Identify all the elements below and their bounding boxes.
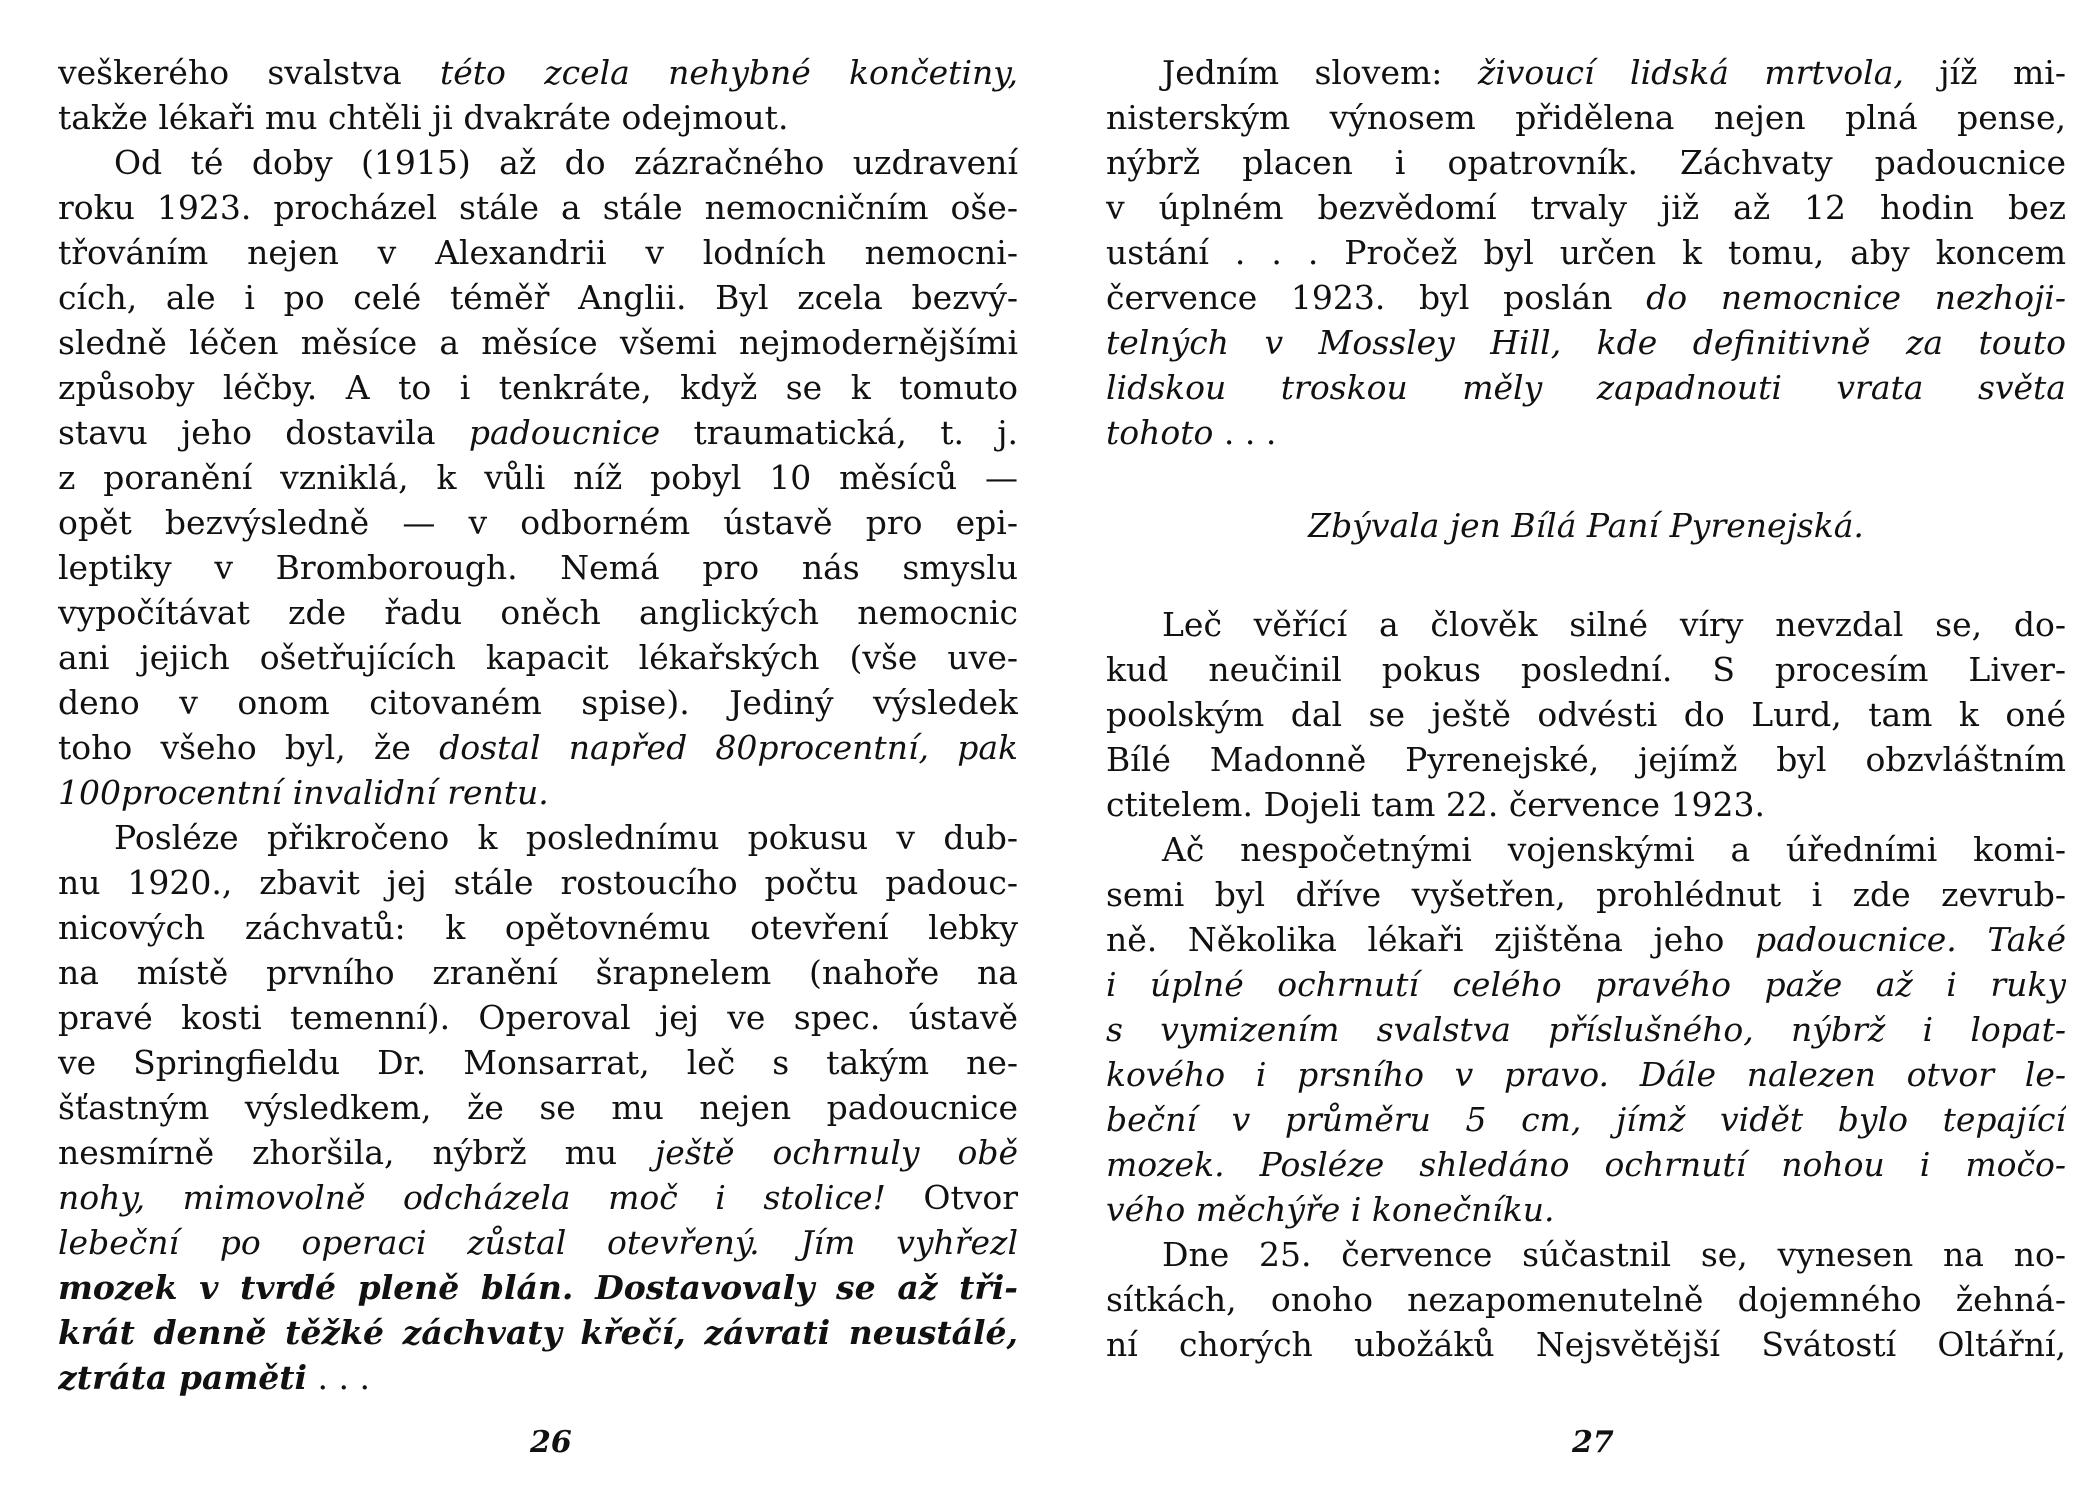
text-line: šťastným výsledkem, že se mu nejen padoucnice <box>58 1088 1018 1127</box>
text-line: v úplném bezvědomí trvaly již až 12 hodin bez <box>1106 188 2066 227</box>
text-line: i úplné ochrnutí celého pravého paže až i ruky <box>1106 965 2066 1004</box>
text-line: telných v Mossley Hill, kde definitivně za touto <box>1106 323 2066 362</box>
text-line: roku 1923. procházel stále a stále nemocničním oše- <box>58 188 1018 227</box>
section-heading: Zbývala jen Bílá Paní Pyrenejská. <box>1308 506 1864 545</box>
text-line: cích, ale i po celé téměř Anglii. Byl zcela bezvý- <box>58 278 1018 317</box>
text-line: opět bezvýsledně — v odborném ústavě pro epi- <box>58 503 1018 542</box>
text-line: stavu jeho dostavila padoucnice traumatická, t. j. <box>58 413 1018 452</box>
text-line: deno v onom citovaném spise). Jediný výsledek <box>58 683 1018 722</box>
text-line: vého měchýře i konečníku. <box>1106 1190 1555 1229</box>
text-line: nisterským výnosem přidělena nejen plná pense, <box>1106 98 2066 137</box>
text-line: tohoto . . . <box>1106 413 1277 452</box>
page-number-left: 26 <box>530 1425 572 1460</box>
text-line: července 1923. byl poslán do nemocnice nezhoji- <box>1106 278 2066 317</box>
text-line: na místě prvního zranění šrapnelem (nahoře na <box>58 953 1018 992</box>
text-line: Od té doby (1915) až do zázračného uzdravení <box>114 143 1018 182</box>
text-line: z poranění vzniklá, k vůli níž pobyl 10 měsíců — <box>58 458 1018 497</box>
text-line: kud neučinil pokus poslední. S procesím Liver- <box>1106 650 2066 689</box>
text-line: ní chorých ubožáků Nejsvětější Svátostí Oltářní, <box>1106 1325 2066 1364</box>
text-line: Leč věřící a člověk silné víry nevzdal se, do- <box>1162 605 2066 644</box>
text-line: ani jejich ošetřujících kapacit lékařských (vše uve- <box>58 638 1018 677</box>
text-line: nicových záchvatů: k opětovnému otevření lebky <box>58 908 1018 947</box>
text-line: ně. Několika lékaři zjištěna jeho padoucnice. Také <box>1106 920 2066 959</box>
text-line: toho všeho byl, že dostal napřed 80procentní, pak <box>58 728 1018 767</box>
text-line: nohy, mimovolně odcházela moč i stolice! Otvor <box>58 1178 1018 1217</box>
text-line: krát denně těžké záchvaty křečí, závrati neustálé, <box>58 1313 1018 1352</box>
text-line: ustání . . . Pročež byl určen k tomu, aby koncem <box>1106 233 2066 272</box>
text-line: beční v průměru 5 cm, jímž vidět bylo tepající <box>1106 1100 2066 1139</box>
text-line: poolským dal se ještě odvésti do Lurd, tam k oné <box>1106 695 2066 734</box>
text-line: semi byl dříve vyšetřen, prohlédnut i zde zevrub- <box>1106 875 2066 914</box>
page-number-right: 27 <box>1572 1425 1614 1460</box>
text-line: vypočítávat zde řadu oněch anglických nemocnic <box>58 593 1018 632</box>
text-line: lidskou troskou měly zapadnouti vrata světa <box>1106 368 2066 407</box>
text-line: veškerého svalstva této zcela nehybné končetiny, <box>58 53 1018 92</box>
text-line: leptiky v Bromborough. Nemá pro nás smyslu <box>58 548 1018 587</box>
text-line: takže lékaři mu chtěli ji dvakráte odejmout. <box>58 98 789 137</box>
text-line: Dne 25. července súčastnil se, vynesen na no- <box>1162 1235 2066 1274</box>
text-line: nesmírně zhoršila, nýbrž mu ještě ochrnuly obě <box>58 1133 1018 1172</box>
text-line: ve Springfieldu Dr. Monsarrat, leč s takým ne- <box>58 1043 1018 1082</box>
text-line: způsoby léčby. A to i tenkráte, když se k tomuto <box>58 368 1018 407</box>
text-line: třováním nejen v Alexandrii v lodních nemocni- <box>58 233 1018 272</box>
right-page <box>1106 50 2066 1490</box>
left-page <box>58 50 1018 1490</box>
text-line: sledně léčen měsíce a měsíce všemi nejmodernějšími <box>58 323 1018 362</box>
text-line: nýbrž placen i opatrovník. Záchvaty padoucnice <box>1106 143 2066 182</box>
text-line: kového i prsního v pravo. Dále nalezen otvor le- <box>1106 1055 2066 1094</box>
text-line: 100procentní invalidní rentu. <box>58 773 549 812</box>
text-line: pravé kosti temenní). Operoval jej ve spec. ústavě <box>58 998 1018 1037</box>
text-line: Jedním slovem: živoucí lidská mrtvola, jíž mi- <box>1162 53 2066 92</box>
text-line: ctitelem. Dojeli tam 22. července 1923. <box>1106 785 1766 824</box>
text-line: mozek v tvrdé pleně blán. Dostavovaly se až tři- <box>58 1268 1018 1307</box>
text-line: sítkách, onoho nezapomenutelně dojemného žehná- <box>1106 1280 2066 1319</box>
text-line: ztráta paměti . . . <box>58 1358 370 1397</box>
text-line: Posléze přikročeno k poslednímu pokusu v dub- <box>114 818 1018 857</box>
text-line: nu 1920., zbavit jej stále rostoucího počtu padouc- <box>58 863 1018 902</box>
text-line: Bílé Madonně Pyrenejské, jejímž byl obzvláštním <box>1106 740 2066 779</box>
text-line: lebeční po operaci zůstal otevřený. Jím vyhřezl <box>58 1223 1018 1262</box>
text-line: mozek. Posléze shledáno ochrnutí nohou i močo- <box>1106 1145 2066 1184</box>
text-line: s vymizením svalstva příslušného, nýbrž i lopat- <box>1106 1010 2066 1049</box>
text-line: Ač nespočetnými vojenskými a úředními komi- <box>1162 830 2066 869</box>
